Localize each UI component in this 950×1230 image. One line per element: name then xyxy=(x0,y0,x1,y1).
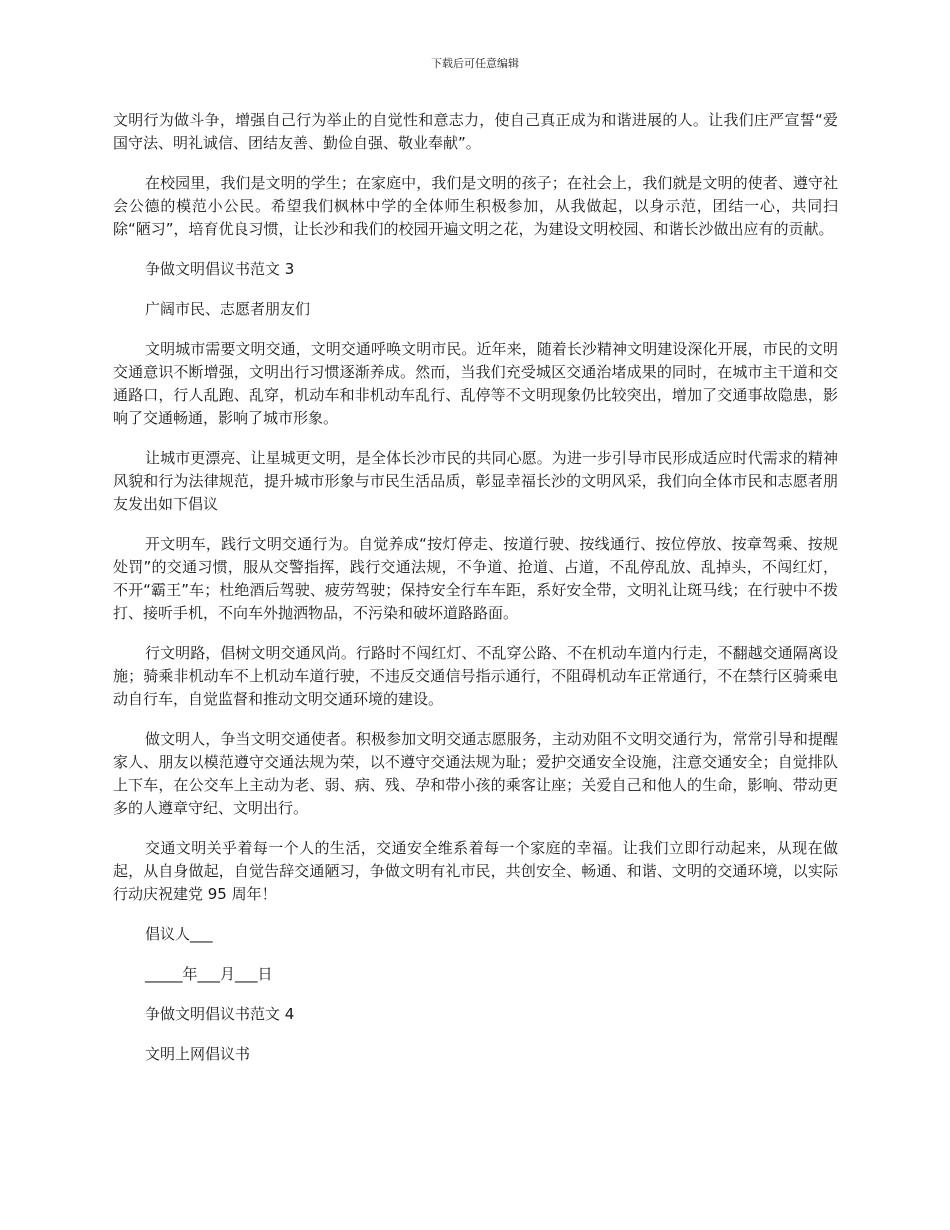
subheading-online-civility: 文明上网倡议书 xyxy=(145,1045,251,1063)
signature-line: 倡议人___ xyxy=(145,925,213,943)
paragraph-drive-civil: 开文明车，践行文明交通行为。自觉养成“按灯停走、按道行驶、按线通行、按位停放、按章驾乘、按规处罚”的交通习惯，服从交警指挥，践行交通法规，不争道、抢道、占道，不乱停乱放、乱掉头，不闯红灯，不开“霸王”车；杜绝酒后驾驶、疲劳驾驶；保持安全行车车距，系好安全带，文明礼让斑马线；在行驶中不拨打、接听手机，不向车外抛洒物品，不污染和破坏道路路面。 xyxy=(113,535,838,622)
document-body xyxy=(113,109,838,1083)
salutation: 广阔市民、志愿者朋友们 xyxy=(145,300,311,318)
paragraph-be-civil: 做文明人，争当文明交通使者。积极参加文明交通志愿服务，主动劝阻不文明交通行为，常常引导和提醒家人、朋友以模范遵守交通法规为荣，以不遵守交通法规为耻；爱护交通安全设施，注意交通安全；自觉排队上下车，在公交车上主动为老、弱、病、残、孕和带小孩的乘客让座；关爱自己和他人的生命，影响、带动更多的人遵章守纪、文明出行。 xyxy=(113,730,838,817)
paragraph-continuation: 文明行为做斗争，增强自己行为举止的自觉性和意志力，使自己真正成为和谐进展的人。让我们庄严宣誓“爱国守法、明礼诚信、团结友善、勤俭自强、敬业奉献”。 xyxy=(113,111,838,152)
paragraph-campus: 在校园里，我们是文明的学生；在家庭中，我们是文明的孩子；在社会上，我们就是文明的使者、遵守社会公德的模范小公民。希望我们枫林中学的全体师生积极参加，从我做起，以身示范，团结一心，共同扫除“陋习”，培育优良习惯，让长沙和我们的校园开遍文明之花，为建设文明校园、和谐长沙做出应有的贡献。 xyxy=(113,174,838,238)
section-heading-3: 争做文明倡议书范文 3 xyxy=(145,260,295,278)
paragraph-walk-civil: 行文明路，倡树文明交通风尚。行路时不闯红灯、不乱穿公路、不在机动车道内行走，不翻越交通隔离设施；骑乘非机动车不上机动车道行驶，不违反交通信号指示通行，不阻碍机动车正常通行，不在禁行区骑乘电动自行车，自觉监督和推动文明交通环境的建设。 xyxy=(113,644,838,708)
paragraph-traffic-intro: 文明城市需要文明交通，文明交通呼唤文明市民。近年来，随着长沙精神文明建设深化开展，市民的文明交通意识不断增强，文明出行习惯逐渐养成。然而，当我们充受城区交通治堵成果的同时，在城市主干道和交通路口，行人乱跑、乱穿，机动车和非机动车乱行、乱停等不文明现象仍比较突出，增加了交通事故隐患，影响了交通畅通，影响了城市形象。 xyxy=(113,340,838,427)
paragraph-city-wish: 让城市更漂亮、让星城更文明，是全体长沙市民的共同心愿。为进一步引导市民形成适应时代需求的精神风貌和行为法律规范，提升城市形象与市民生活品质，彰显幸福长沙的文明风采，我们向全体市民和志愿者朋友发出如下倡议 xyxy=(113,449,838,513)
date-line: _____年___月___日 xyxy=(145,965,273,983)
page-header-note: 下载后可任意编辑 xyxy=(431,57,519,70)
paragraph-conclusion: 交通文明关乎着每一个人的生活，交通安全维系着每一个家庭的幸福。让我们立即行动起来，从现在做起，从自身做起，自觉告辞交通陋习，争做文明有礼市民，共创安全、畅通、和谐、文明的交通环境，以实际行动庆祝建党 95 周年！ xyxy=(113,839,838,903)
section-heading-4: 争做文明倡议书范文 4 xyxy=(145,1005,295,1023)
